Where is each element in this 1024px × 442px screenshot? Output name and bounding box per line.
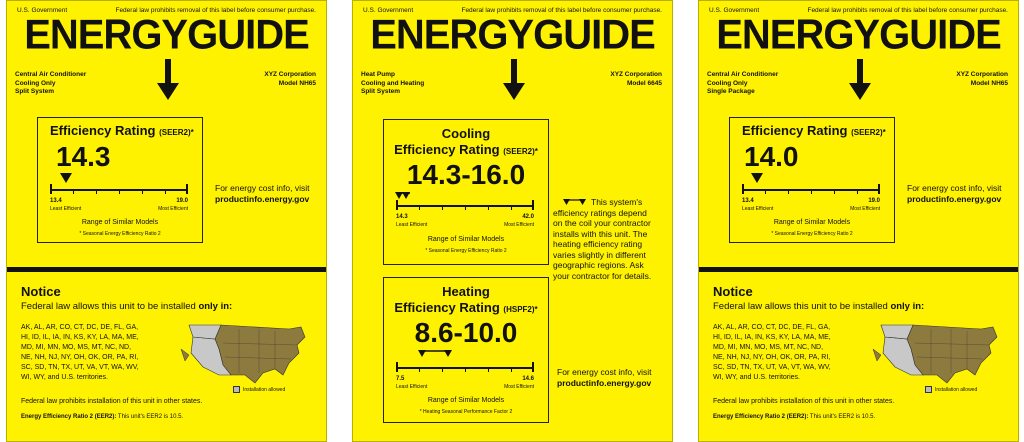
cooling-title: Efficiency Rating (SEER2)* [394, 142, 538, 157]
federal-notice: Federal law prohibits removal of this label before consumer purchase. [807, 7, 1008, 14]
rating-scale [742, 184, 880, 194]
prohibits-text: Federal law prohibits installation of this unit in other states. [713, 398, 895, 405]
rating-value: 14.0 [744, 141, 799, 172]
efficiency-title: Efficiency Rating (SEER2)* [742, 123, 886, 138]
heating-title: Efficiency Rating (HSPF2)* [394, 300, 538, 315]
rating-marker [751, 173, 763, 183]
manufacturer-info: XYZ Corporation Model 6645 [610, 71, 662, 87]
cooling-max: 42.0 [522, 214, 534, 220]
notice-text: Federal law allows this unit to be installed only in: [713, 301, 925, 312]
efficiency-box [37, 117, 203, 243]
rating-scale [50, 184, 188, 194]
gov-text: U.S. Government [709, 7, 760, 14]
least-efficient: Least Efficient [396, 222, 428, 228]
scale-max: 19.0 [868, 198, 880, 204]
least-efficient: Least Efficient [396, 384, 428, 390]
arrow-down-icon [849, 59, 871, 101]
scale-max: 19.0 [176, 198, 188, 204]
heating-footnote: * Heating Seasonal Performance Factor 2 [419, 409, 513, 415]
product-type: Heat Pump Cooling and Heating Split System [361, 71, 425, 95]
energyguide-label-1 [6, 0, 327, 442]
product-type: Central Air Conditioner Cooling Only Single Package [707, 71, 779, 95]
energyguide-label-2 [352, 0, 673, 442]
cooling-footnote: * Seasonal Energy Efficiency Ratio 2 [425, 248, 507, 254]
heating-value: 8.6-10.0 [414, 317, 518, 348]
heating-heading: Heating [442, 284, 490, 299]
energyguide-logo: ENERGYGUIDE [24, 11, 309, 59]
notice-text: Federal law allows this unit to be installed only in: [21, 301, 233, 312]
heating-box [383, 277, 549, 423]
energyguide-label-3 [698, 0, 1019, 442]
gov-text: U.S. Government [17, 7, 68, 14]
most-efficient: Most Efficient [504, 222, 534, 228]
section-divider [7, 267, 326, 272]
gov-text: U.S. Government [363, 7, 414, 14]
section-divider [699, 267, 1018, 272]
cooling-min: 14.3 [396, 214, 408, 220]
efficiency-title: Efficiency Rating (SEER2)* [50, 123, 194, 138]
heating-min: 7.5 [396, 376, 405, 382]
manufacturer-info: XYZ Corporation Model NH65 [264, 71, 316, 87]
federal-notice: Federal law prohibits removal of this label before consumer purchase. [461, 7, 662, 14]
cost-info: For energy cost info, visit productinfo.energy.gov [907, 183, 1002, 204]
scale-min: 13.4 [50, 198, 62, 204]
range-similar: Range of Similar Models [81, 219, 159, 226]
most-efficient: Most Efficient [850, 206, 880, 212]
cost-info: For energy cost info, visit productinfo.energy.gov [557, 367, 652, 388]
eer-text: Energy Efficiency Ratio 2 (EER2): This unit's EER2 is 10.5. [21, 414, 184, 420]
product-type: Central Air Conditioner Cooling Only Split System [15, 71, 87, 95]
cooling-heading: Cooling [441, 126, 491, 141]
most-efficient: Most Efficient [504, 384, 534, 390]
arrow-down-icon [503, 59, 525, 101]
heating-max: 14.6 [522, 376, 534, 382]
us-map-icon [871, 319, 1001, 389]
range-marker-icon [563, 199, 587, 207]
cooling-scale [396, 200, 534, 210]
notice-title: Notice [713, 284, 753, 299]
prohibits-text: Federal law prohibits installation of this unit in other states. [21, 398, 203, 405]
arrow-down-icon [157, 59, 179, 101]
efficiency-box [729, 117, 895, 243]
us-map-icon [179, 319, 309, 389]
energyguide-logo: ENERGYGUIDE [716, 11, 1001, 59]
cost-info: For energy cost info, visit productinfo.energy.gov [215, 183, 310, 204]
least-efficient: Least Efficient [50, 206, 82, 212]
eer-text: Energy Efficiency Ratio 2 (EER2): This unit's EER2 is 10.5. [713, 414, 876, 420]
map-legend: Installation allowed [925, 386, 977, 393]
scale-min: 13.4 [742, 198, 754, 204]
manufacturer-info: XYZ Corporation Model NH65 [956, 71, 1008, 87]
map-legend: Installation allowed [233, 386, 285, 393]
cooling-range-bracket [398, 192, 410, 196]
federal-notice: Federal law prohibits removal of this label before consumer purchase. [115, 7, 316, 14]
energyguide-logo: ENERGYGUIDE [370, 11, 655, 59]
range-similar: Range of Similar Models [427, 397, 505, 404]
rating-marker [60, 173, 72, 183]
heating-scale [396, 362, 534, 372]
footnote: * Seasonal Energy Efficiency Ratio 2 [771, 231, 853, 237]
cooling-value: 14.3-16.0 [406, 159, 526, 190]
most-efficient: Most Efficient [158, 206, 188, 212]
range-similar: Range of Similar Models [427, 236, 505, 243]
notice-title: Notice [21, 284, 61, 299]
footnote: * Seasonal Energy Efficiency Ratio 2 [79, 231, 161, 237]
cooling-box [383, 119, 549, 265]
least-efficient: Least Efficient [742, 206, 774, 212]
states-list: AK, AL, AR, CO, CT, DC, DE, FL, GA, HI, ID, IL, IA, IN, KS, KY, LA, MA, ME, MD, MI, MN, MO, MS, MT, NC, ND, NE, NH, NJ, NY, OH, OK, OR, PA, RI, SC, SD, TN, TX, UT, VA, VT, WA, WV, WI, WY, and U.S. territories. [713, 324, 831, 381]
states-list: AK, AL, AR, CO, CT, DC, DE, FL, GA, HI, ID, IL, IA, IN, KS, KY, LA, MA, ME, MD, MI, MN, MO, MS, MT, NC, ND, NE, NH, NJ, NY, OH, OK, OR, PA, RI, SC, SD, TN, TX, UT, VA, VT, WA, WV, WI, WY, and U.S. territories. [21, 324, 139, 381]
efficiency-note: This system's efficiency ratings depend on the coil your contractor installs with this unit. The heating efficiency rating varies slightly in different geographic regions. Ask your contractor for details. [553, 197, 652, 281]
rating-value: 14.3 [56, 141, 111, 172]
range-similar: Range of Similar Models [773, 219, 851, 226]
heating-range-markers [418, 350, 454, 360]
